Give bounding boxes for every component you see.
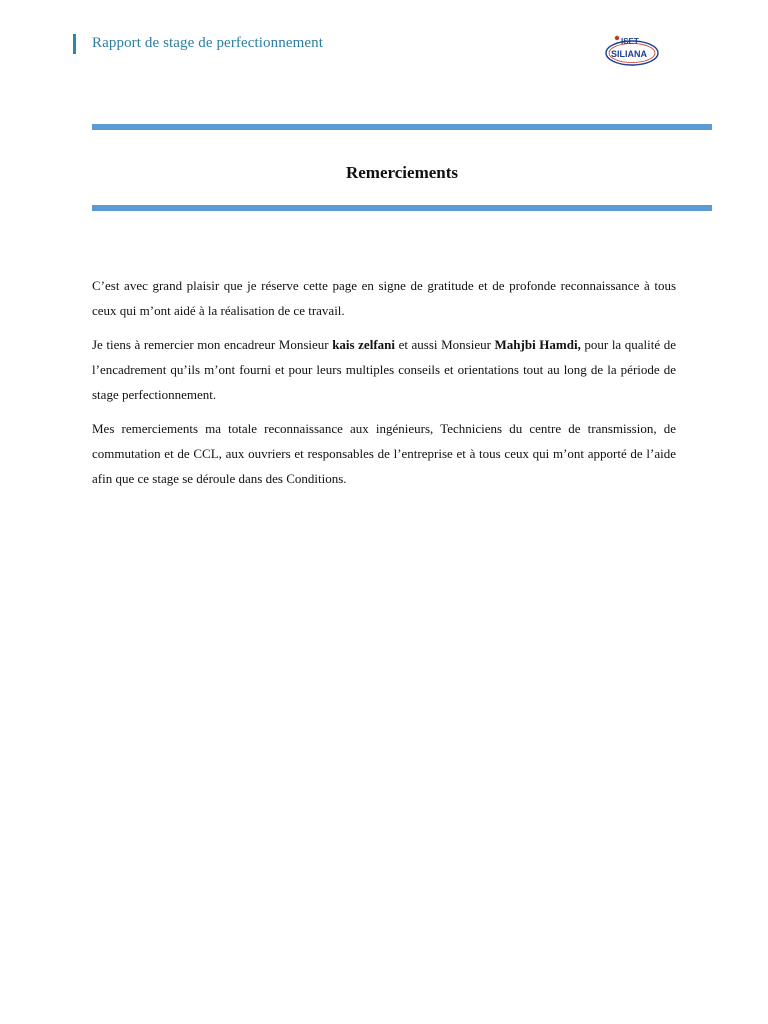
paragraph-supervisors xyxy=(92,332,676,407)
paragraph-staff-thanks: Mes remerciements ma totale reconnaissance aux ingénieurs, Techniciens du centre de transmission, de commutation et de CCL, aux ouvriers et responsables de l’entreprise et à tous ceux qui m’ont apporté de l’aide afin que ce stage se déroule dans des Conditions. xyxy=(92,421,676,486)
paragraph-text: pour la qualité de l’encadrement qu’ils m’ont fourni et pour leurs multiples conseils et orientations tout au long de la période de stage perfectionnement. xyxy=(92,337,677,402)
paragraph-text: Je tiens à remercier mon encadreur Monsieur xyxy=(92,337,333,352)
supervisor-name-1: kais zelfani xyxy=(332,337,395,352)
body-content xyxy=(92,273,676,500)
paragraph-text: et aussi Monsieur xyxy=(395,337,495,352)
top-divider-rule xyxy=(92,124,712,130)
iset-siliana-logo xyxy=(604,32,660,68)
bottom-divider-rule xyxy=(92,205,712,211)
supervisor-name-2: Mahjbi Hamdi, xyxy=(494,337,581,352)
paragraph-gratitude: C’est avec grand plaisir que je réserve cette page en signe de gratitude et de profonde reconnaissance à tous ceux qui m’ont aidé à la réalisation de ce travail. xyxy=(92,278,676,318)
section-title: Remerciements xyxy=(345,163,459,182)
logo-text-top: ISET xyxy=(621,37,639,46)
header-accent-bar xyxy=(73,34,76,54)
header-title: Rapport de stage de perfectionnement xyxy=(92,35,324,51)
logo-text-bottom: SILIANA xyxy=(611,49,647,59)
